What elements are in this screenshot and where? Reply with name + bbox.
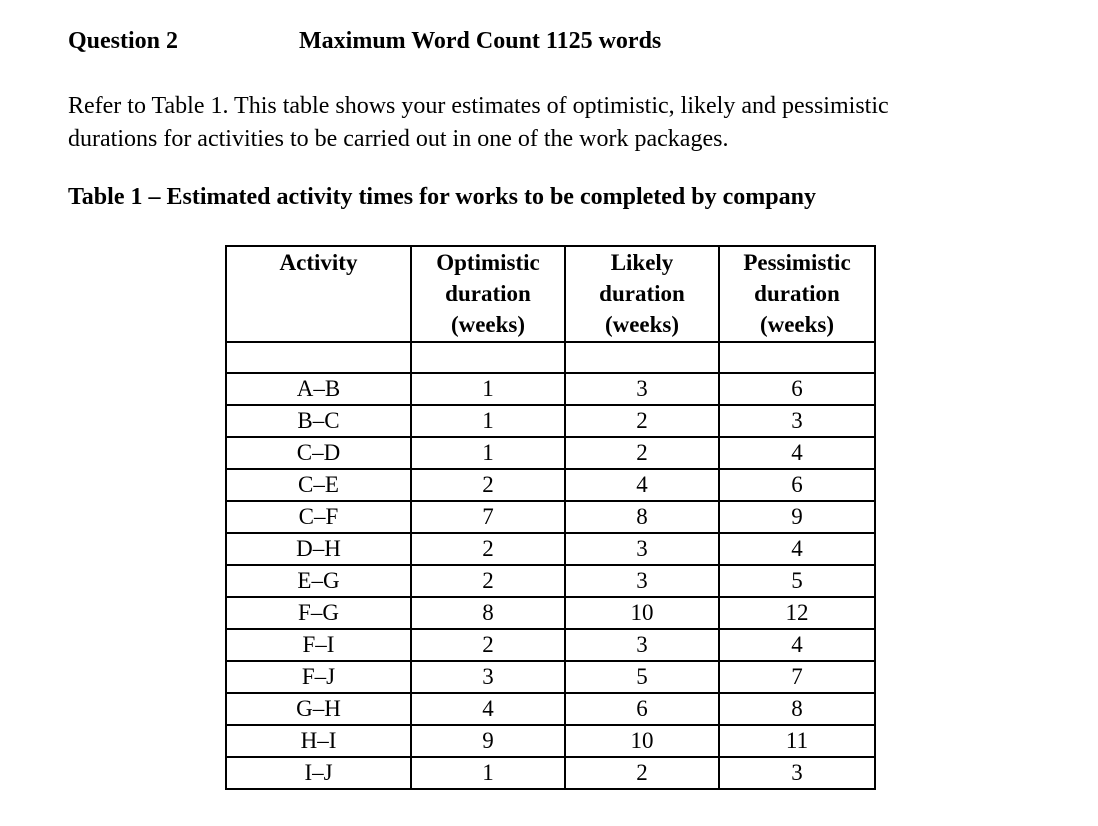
intro-paragraph bbox=[68, 90, 1068, 156]
table-spacer-row bbox=[226, 342, 875, 373]
table-row bbox=[226, 597, 875, 629]
spacer-cell bbox=[411, 342, 565, 373]
question-number: Question 2 bbox=[68, 28, 179, 54]
activity-cell: C–F bbox=[226, 501, 411, 533]
intro-line-2: durations for activities to be carried out in one of the work packages. bbox=[68, 126, 729, 152]
header-likely bbox=[565, 246, 719, 342]
header-optimistic bbox=[411, 246, 565, 342]
optimistic-cell: 4 bbox=[411, 693, 565, 725]
pessimistic-cell: 3 bbox=[719, 405, 875, 437]
pessimistic-cell: 4 bbox=[719, 533, 875, 565]
spacer-cell bbox=[565, 342, 719, 373]
table-row bbox=[226, 373, 875, 405]
optimistic-cell: 2 bbox=[411, 469, 565, 501]
optimistic-cell: 1 bbox=[411, 437, 565, 469]
likely-cell: 2 bbox=[565, 437, 719, 469]
activity-cell: F–G bbox=[226, 597, 411, 629]
pessimistic-cell: 3 bbox=[719, 757, 875, 789]
pessimistic-cell: 8 bbox=[719, 693, 875, 725]
activity-cell: H–I bbox=[226, 725, 411, 757]
table-row bbox=[226, 757, 875, 789]
table-row bbox=[226, 405, 875, 437]
pessimistic-cell: 6 bbox=[719, 469, 875, 501]
optimistic-cell: 1 bbox=[411, 757, 565, 789]
activity-cell: B–C bbox=[226, 405, 411, 437]
header-likely-line2: duration bbox=[599, 281, 685, 306]
activity-times-table bbox=[225, 245, 876, 790]
activity-cell: C–E bbox=[226, 469, 411, 501]
pessimistic-cell: 5 bbox=[719, 565, 875, 597]
pessimistic-cell: 9 bbox=[719, 501, 875, 533]
header-pessimistic-line2: duration bbox=[754, 281, 840, 306]
optimistic-cell: 1 bbox=[411, 405, 565, 437]
header-likely-line3: (weeks) bbox=[604, 312, 680, 337]
likely-cell: 3 bbox=[565, 373, 719, 405]
activity-cell: C–D bbox=[226, 437, 411, 469]
table-row bbox=[226, 725, 875, 757]
optimistic-cell: 1 bbox=[411, 373, 565, 405]
likely-cell: 2 bbox=[565, 757, 719, 789]
likely-cell: 3 bbox=[565, 533, 719, 565]
table-row bbox=[226, 437, 875, 469]
optimistic-cell: 7 bbox=[411, 501, 565, 533]
header-optimistic-line2: duration bbox=[445, 281, 531, 306]
optimistic-cell: 8 bbox=[411, 597, 565, 629]
word-count-label: Maximum Word Count 1125 words bbox=[299, 28, 662, 54]
header-pessimistic-line3: (weeks) bbox=[759, 312, 835, 337]
table-row bbox=[226, 501, 875, 533]
table-header-row bbox=[226, 246, 875, 342]
header-pessimistic-line1: Pessimistic bbox=[743, 250, 851, 275]
activity-cell: E–G bbox=[226, 565, 411, 597]
pessimistic-cell: 11 bbox=[719, 725, 875, 757]
spacer-cell bbox=[719, 342, 875, 373]
activity-cell: I–J bbox=[226, 757, 411, 789]
likely-cell: 10 bbox=[565, 725, 719, 757]
activity-cell: F–I bbox=[226, 629, 411, 661]
header-activity bbox=[226, 246, 411, 342]
pessimistic-cell: 7 bbox=[719, 661, 875, 693]
likely-cell: 6 bbox=[565, 693, 719, 725]
likely-cell: 2 bbox=[565, 405, 719, 437]
optimistic-cell: 2 bbox=[411, 565, 565, 597]
activity-cell: F–J bbox=[226, 661, 411, 693]
optimistic-cell: 2 bbox=[411, 533, 565, 565]
table-row bbox=[226, 629, 875, 661]
likely-cell: 4 bbox=[565, 469, 719, 501]
table-row bbox=[226, 533, 875, 565]
optimistic-cell: 3 bbox=[411, 661, 565, 693]
likely-cell: 10 bbox=[565, 597, 719, 629]
optimistic-cell: 9 bbox=[411, 725, 565, 757]
likely-cell: 3 bbox=[565, 629, 719, 661]
pessimistic-cell: 6 bbox=[719, 373, 875, 405]
activity-cell: D–H bbox=[226, 533, 411, 565]
likely-cell: 5 bbox=[565, 661, 719, 693]
likely-cell: 3 bbox=[565, 565, 719, 597]
table-row bbox=[226, 469, 875, 501]
header-optimistic-line1: Optimistic bbox=[436, 250, 540, 275]
intro-line-1: Refer to Table 1. This table shows your estimates of optimistic, likely and pessimistic bbox=[68, 93, 889, 119]
table-row bbox=[226, 565, 875, 597]
pessimistic-cell: 4 bbox=[719, 437, 875, 469]
header-activity-line1: Activity bbox=[279, 250, 358, 275]
activity-cell: G–H bbox=[226, 693, 411, 725]
optimistic-cell: 2 bbox=[411, 629, 565, 661]
table-row bbox=[226, 693, 875, 725]
table-caption: Table 1 – Estimated activity times for works to be completed by company bbox=[68, 184, 816, 210]
spacer-cell bbox=[226, 342, 411, 373]
header-likely-line1: Likely bbox=[610, 250, 674, 275]
pessimistic-cell: 12 bbox=[719, 597, 875, 629]
header-pessimistic bbox=[719, 246, 875, 342]
header-optimistic-line3: (weeks) bbox=[450, 312, 526, 337]
table-row bbox=[226, 661, 875, 693]
activity-cell: A–B bbox=[226, 373, 411, 405]
pessimistic-cell: 4 bbox=[719, 629, 875, 661]
likely-cell: 8 bbox=[565, 501, 719, 533]
